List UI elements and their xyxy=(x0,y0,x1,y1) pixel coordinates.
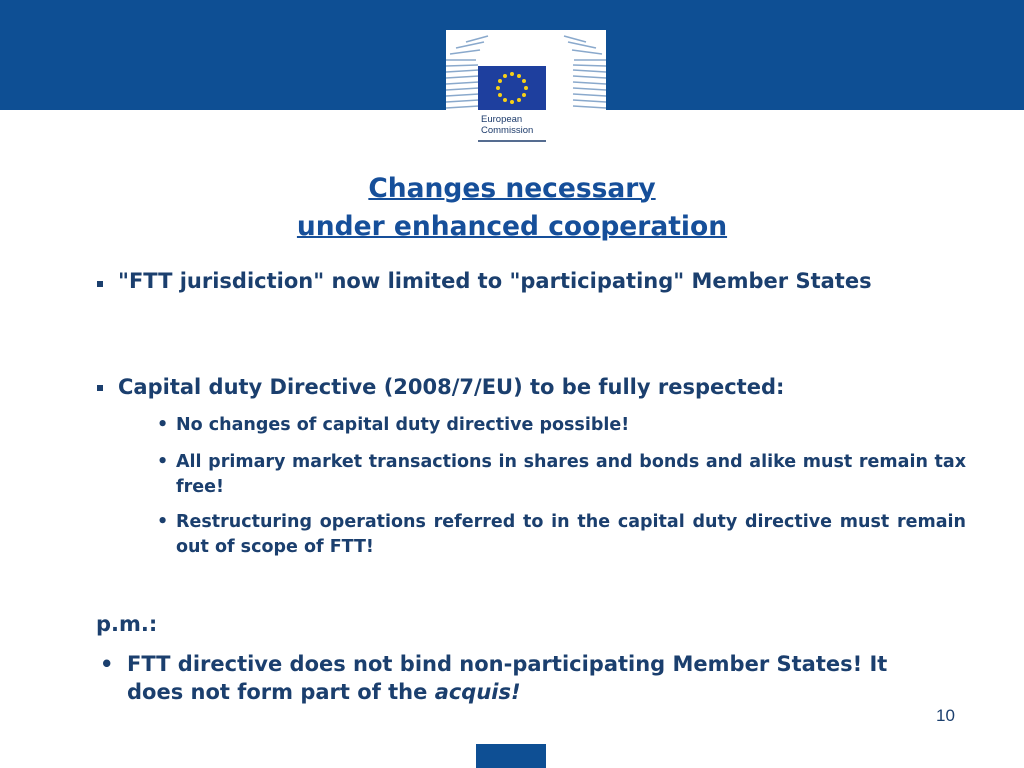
pm-label: p.m.: xyxy=(96,612,158,636)
title-line-1: Changes necessary xyxy=(368,173,656,204)
logo-line-1: European xyxy=(481,114,523,125)
logo-line-2: Commission xyxy=(481,125,534,136)
final-bullet-text: FTT directive does not bind non-participating Member States! It does not form part of the xyxy=(127,652,888,704)
sub-bullet-restructuring: Restructuring operations referred to in the capital duty directive must remain out of scope of FTT! xyxy=(176,512,966,557)
square-bullet-icon xyxy=(97,385,103,391)
round-bullet-icon: • xyxy=(100,652,114,676)
bullet-ftt-directive xyxy=(127,650,947,706)
final-bullet-emphasis: acquis! xyxy=(434,680,521,704)
footer-tab xyxy=(476,744,546,768)
title-line-2: under enhanced cooperation xyxy=(296,211,728,242)
round-bullet-icon: • xyxy=(157,415,169,435)
square-bullet-icon xyxy=(97,281,103,287)
sub-bullet-no-changes: No changes of capital duty directive possible! xyxy=(176,415,630,435)
slide-title xyxy=(0,170,1024,246)
round-bullet-icon: • xyxy=(157,512,169,532)
sub-bullet-primary-market: All primary market transactions in shares and bonds and alike must remain tax free! xyxy=(176,452,966,497)
bullet-capital-duty: Capital duty Directive (2008/7/EU) to be fully respected: xyxy=(118,375,785,399)
european-commission-logo xyxy=(446,30,606,144)
page-number: 10 xyxy=(936,706,955,725)
bullet-ftt-jurisdiction: "FTT jurisdiction" now limited to "participating" Member States xyxy=(118,269,872,293)
logo-wordmark xyxy=(481,114,533,136)
round-bullet-icon: • xyxy=(157,452,169,472)
